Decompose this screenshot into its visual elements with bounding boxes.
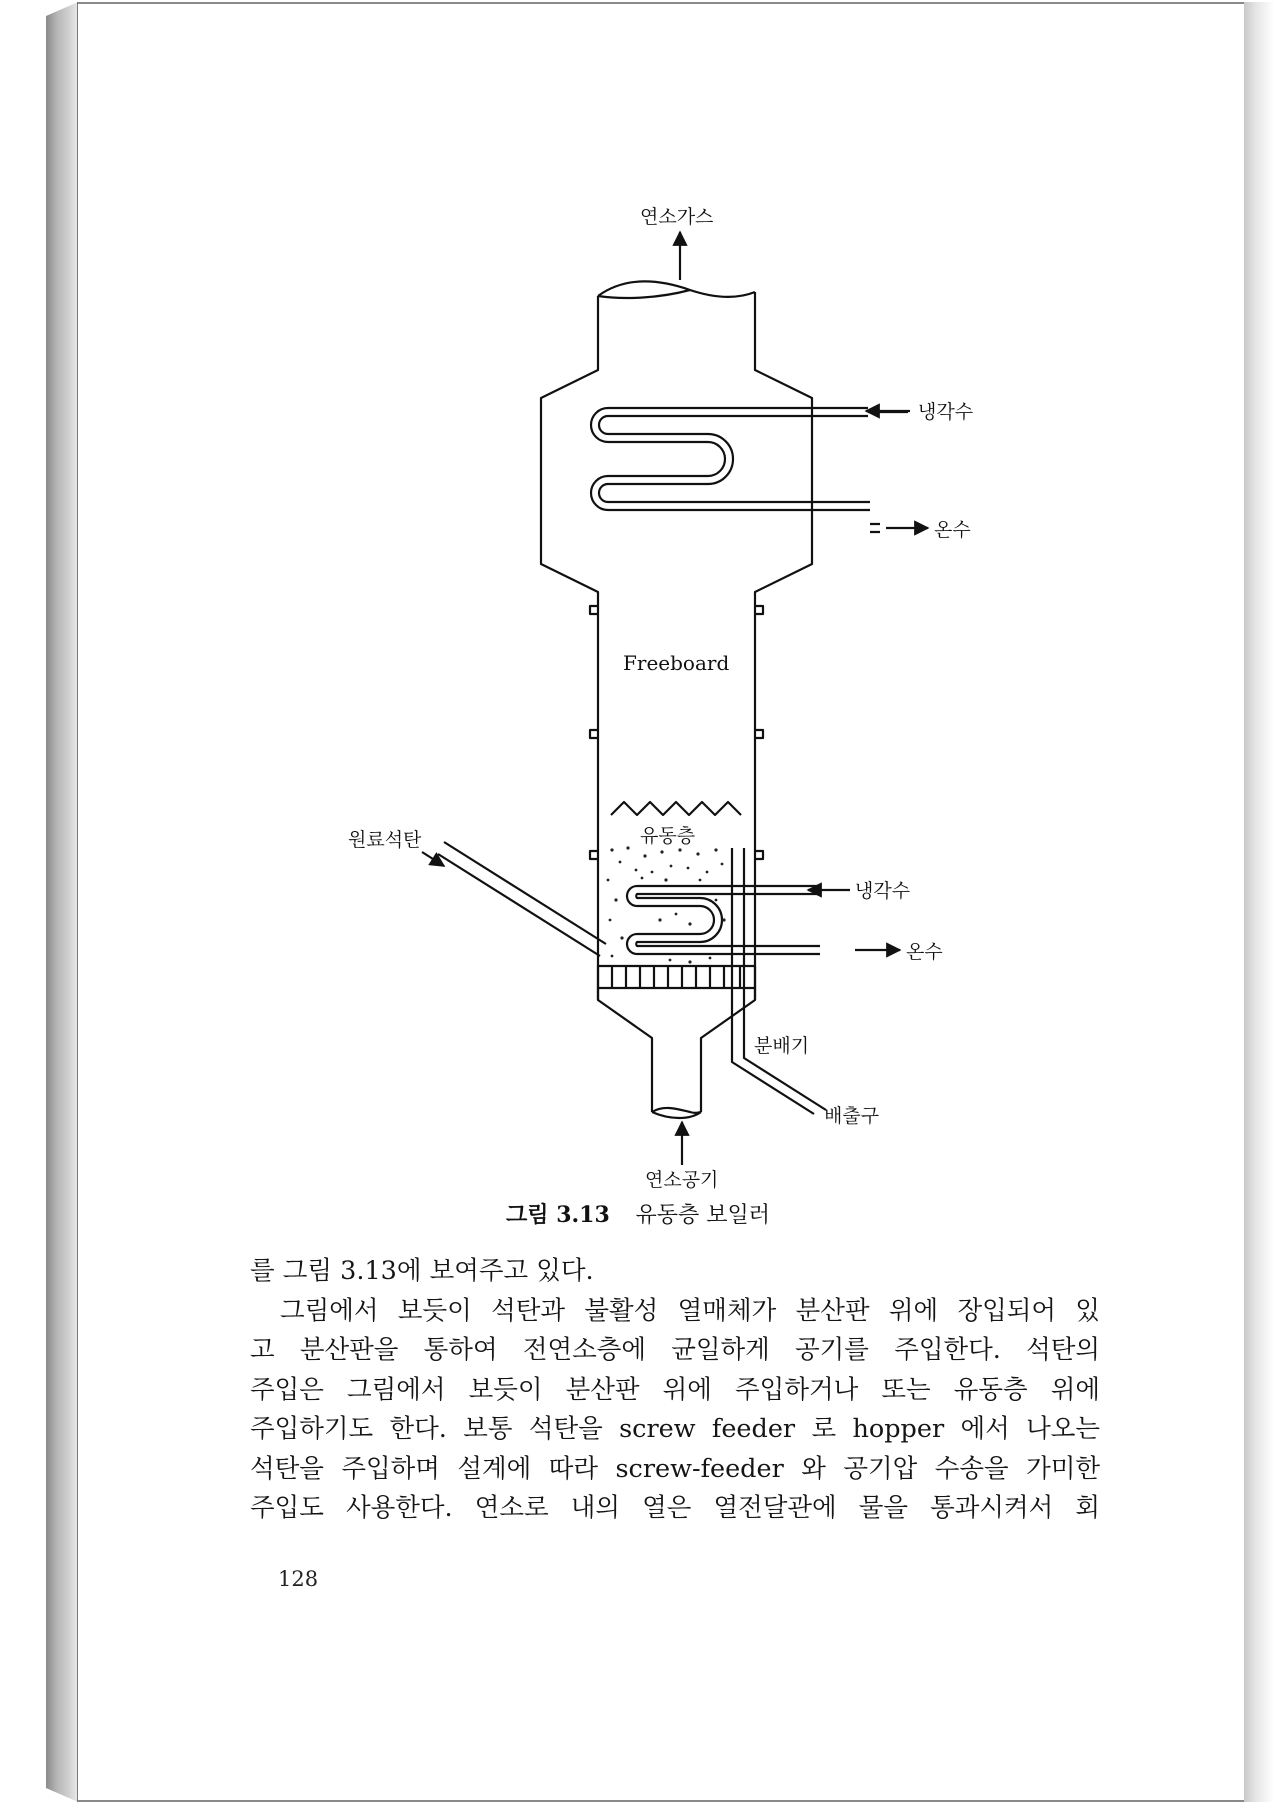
bottom-cooling-water-label: 냉각수 [855,880,911,902]
caption-number: 그림 3.13 [506,1202,610,1228]
body-line: 주입도 사용한다. 연소로 내의 열은 열전달관에 물을 통과시켜서 회 [250,1493,1100,1523]
freeboard-label: Freeboard [623,651,730,675]
baffle [611,802,741,815]
figure-caption [0,1198,1276,1229]
body-line: 고 분산판을 통하여 전연소층에 균일하게 공기를 주입한다. 석탄의 [250,1335,1100,1365]
body-paragraph [250,1252,1100,1529]
top-hot-water-label: 온수 [934,519,971,541]
body-line: 그림에서 보듯이 석탄과 불활성 열매체가 분산판 위에 장입되어 있 [280,1295,1100,1326]
body-line: 석탄을 주입하며 설계에 따라 screw-feeder 와 공기압 수송을 가미한 [250,1453,1100,1484]
distributor-label: 분배기 [754,1035,810,1057]
flue-gas-label: 연소가스 [640,206,714,228]
combustion-air-label: 연소공기 [645,1169,719,1191]
coal-feed-arrow [422,852,444,866]
upper-coil [591,408,870,510]
coal-feed-pipe [438,842,606,956]
body-line: 주입은 그림에서 보듯이 분산판 위에 주입하거나 또는 유동층 위에 [250,1374,1100,1405]
top-cooling-water-label: 냉각수 [918,401,974,423]
body-line: 주입하기도 한다. 보통 석탄을 screw feeder 로 hopper 에서 나오는 [250,1414,1100,1444]
top-opening [598,281,755,297]
outlet-label: 배출구 [824,1105,880,1127]
fluidized-bed-label: 유동층 [640,825,696,847]
raw-coal-label: 원료석탄 [348,829,422,851]
bottom-hot-water-label: 온수 [906,941,943,963]
page-number: 128 [278,1567,319,1591]
shell-left [541,296,598,1000]
caption-title: 유동층 보일러 [635,1203,770,1228]
body-line: 를 그림 3.13에 보여주고 있다. [250,1256,594,1286]
distributor-pipe [732,848,744,1005]
outlet-pipe [732,1005,826,1114]
